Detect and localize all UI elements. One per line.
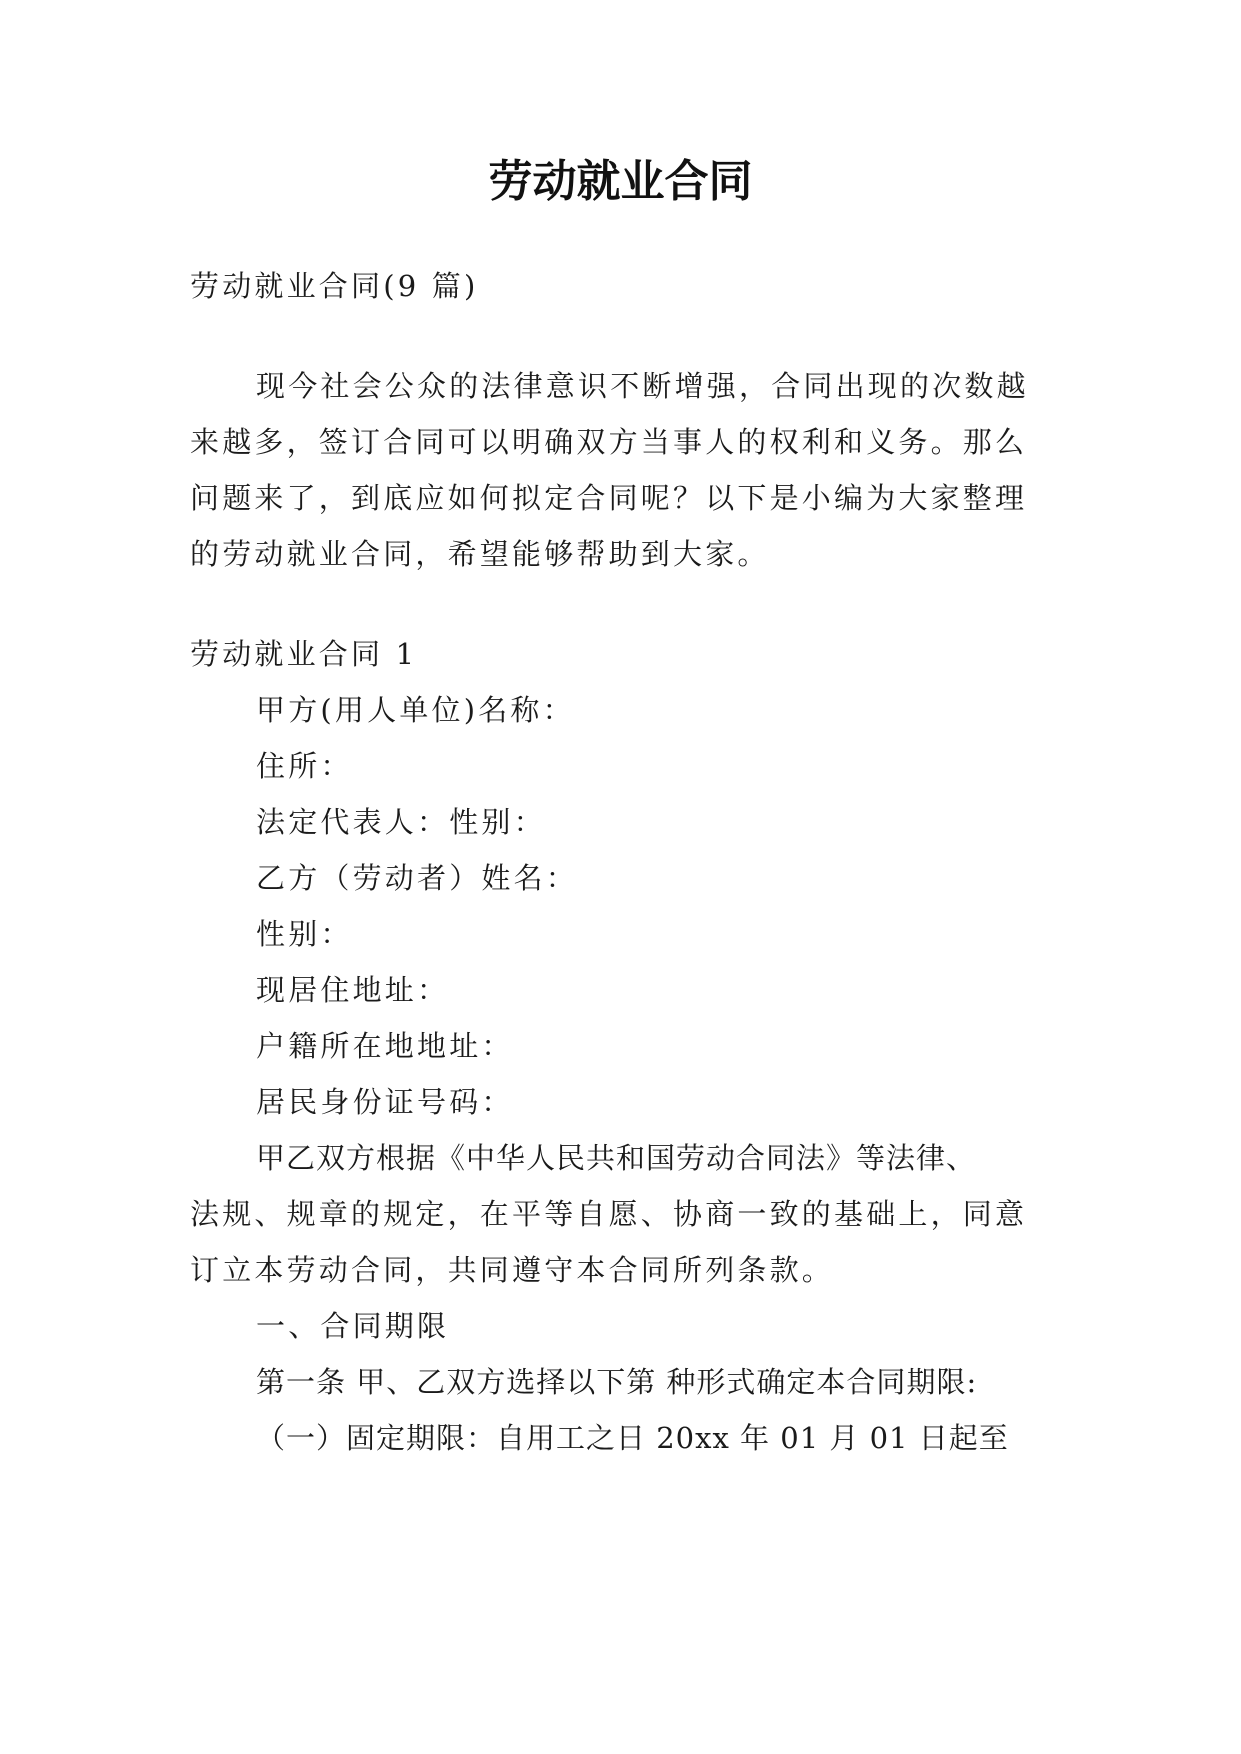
intro-line-4: 的劳动就业合同，希望能够帮助到大家。 (190, 537, 770, 571)
field-id-number: 居民身份证号码： (256, 1085, 514, 1119)
field-employee-name: 乙方（劳动者）姓名： (256, 861, 579, 895)
document-subtitle: 劳动就业合同(9 篇) (190, 269, 479, 303)
article-1: 第一条 甲、乙双方选择以下第 种形式确定本合同期限: (256, 1365, 978, 1399)
document-title: 劳动就业合同 (488, 156, 753, 207)
intro-line-3: 问题来了，到底应如何拟定合同呢？以下是小编为大家整理 (190, 481, 1028, 515)
chapter-1-heading: 一、合同期限 (256, 1309, 450, 1343)
intro-line-1: 现今社会公众的法律意识不断增强，合同出现的次数越 (256, 369, 1029, 403)
field-employee-gender: 性别： (256, 917, 353, 951)
clause-1: （一）固定期限：自用工之日 20xx 年 01 月 01 日起至 (256, 1421, 1009, 1455)
section-heading: 劳动就业合同 1 (190, 637, 418, 671)
preamble-line-2: 法规、规章的规定，在平等自愿、协商一致的基础上，同意 (190, 1197, 1028, 1231)
field-employer-address: 住所： (256, 749, 353, 783)
field-employer-name: 甲方(用人单位)名称： (256, 693, 575, 727)
field-current-address: 现居住地址： (256, 973, 450, 1007)
intro-line-2: 来越多，签订合同可以明确双方当事人的权利和义务。那么 (190, 425, 1028, 459)
field-household-address: 户籍所在地地址： (256, 1029, 514, 1063)
preamble-line-1: 甲乙双方根据《中华人民共和国劳动合同法》等法律、 (256, 1141, 977, 1175)
field-legal-representative: 法定代表人：性别： (256, 805, 546, 839)
preamble-line-3: 订立本劳动合同，共同遵守本合同所列条款。 (190, 1253, 835, 1287)
